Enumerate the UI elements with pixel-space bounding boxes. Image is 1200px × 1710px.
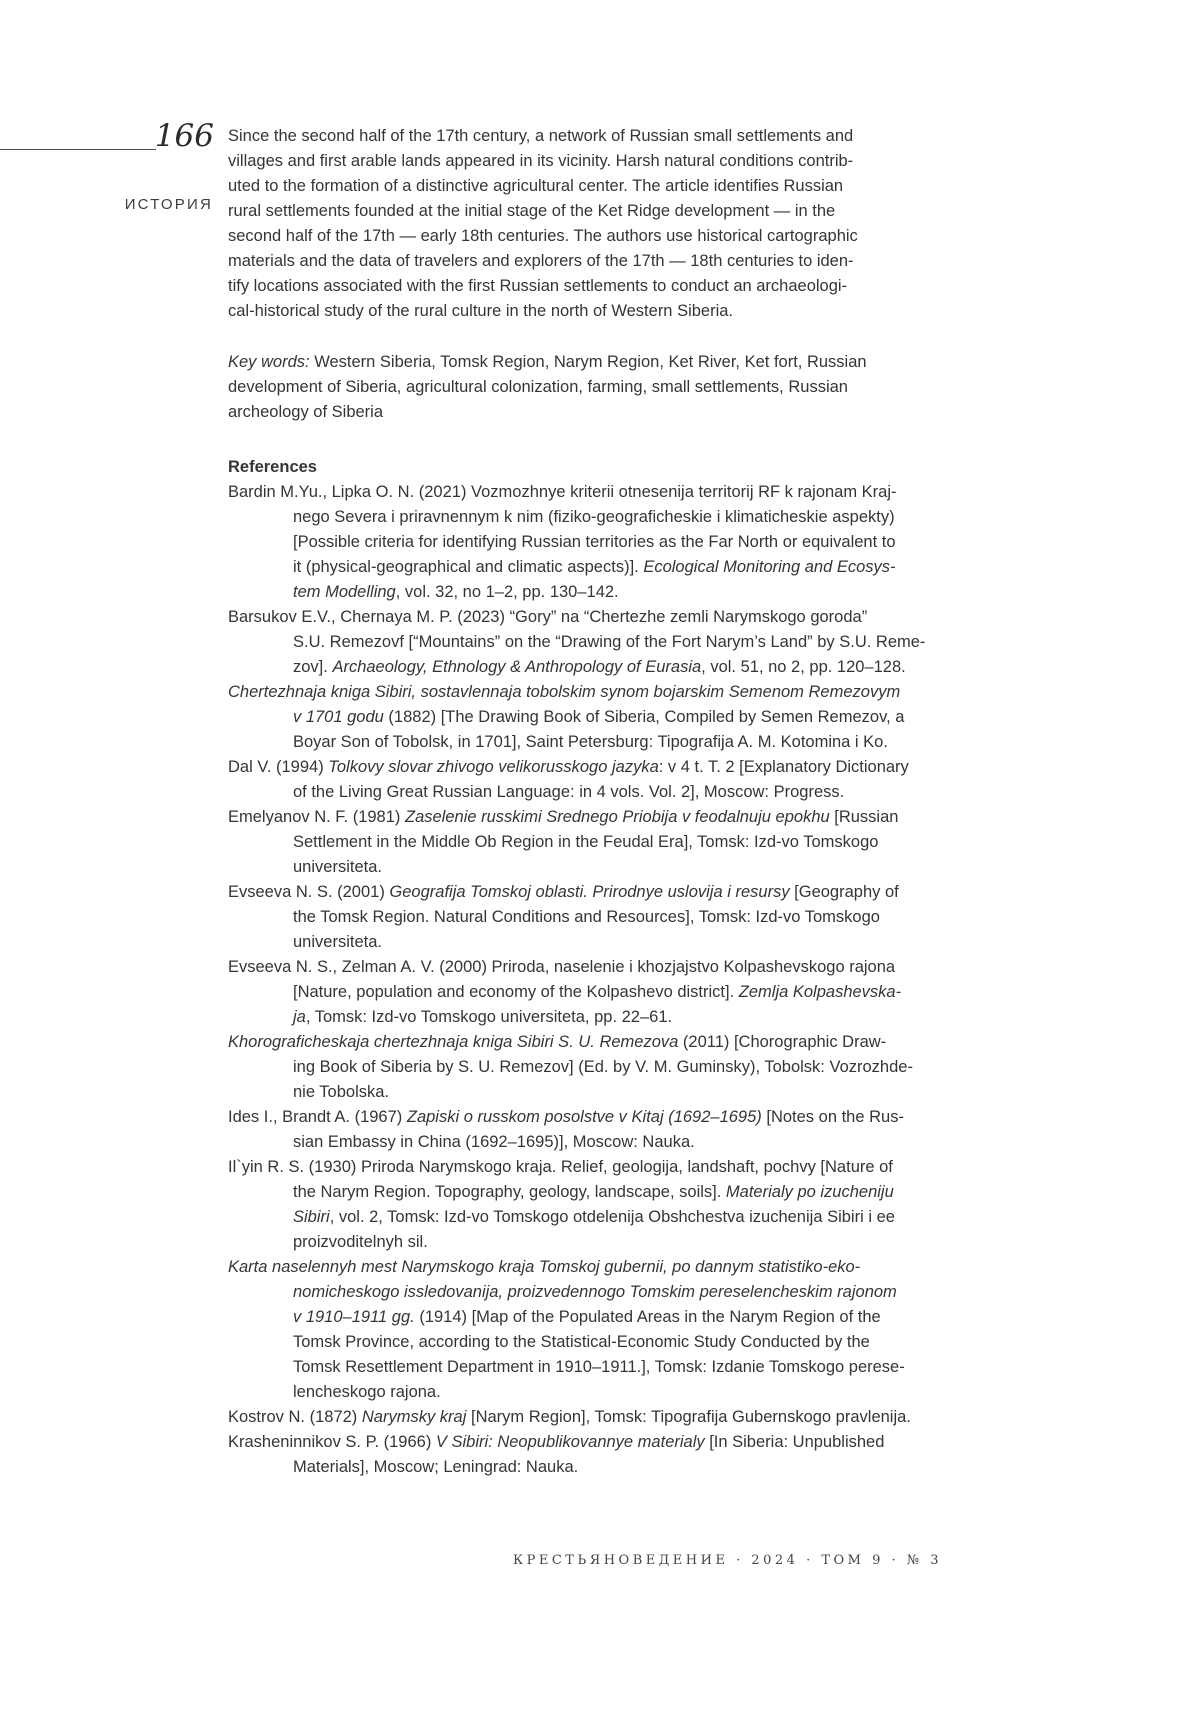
reference-line <box>228 855 944 880</box>
reference-line <box>228 1155 944 1180</box>
italic-text-segment: v 1701 godu <box>293 708 384 726</box>
reference-line <box>228 955 944 980</box>
text-segment: S.U. Remezovf [“Mountains” on the “Drawing of the Fort Narym’s Land” by S.U. Reme- <box>293 633 926 651</box>
text-segment: Bardin M.Yu., Lipka O. N. (2021) Vozmozhnye kriterii otnesenija territorij RF k rajonam Kraj- <box>228 483 897 501</box>
text-segment: , vol. 32, no 1–2, pp. 130–142. <box>395 583 619 601</box>
keywords-line <box>228 400 944 425</box>
text-segment: Il`yin R. S. (1930) Priroda Narymskogo kraja. Relief, geologija, landshaft, pochvy [Nature of <box>228 1158 893 1176</box>
text-segment: Tomsk Resettlement Department in 1910–1911.], Tomsk: Izdanie Tomskogo perese- <box>293 1358 905 1376</box>
italic-text-segment: Ecological Monitoring and Ecosys- <box>643 558 896 576</box>
italic-text-segment: ja <box>293 1008 306 1026</box>
keywords-line <box>228 350 944 375</box>
abstract-paragraph <box>228 124 944 324</box>
text-segment: (1914) [Map of the Populated Areas in the Narym Region of the <box>414 1308 881 1326</box>
reference-line <box>228 930 944 955</box>
text-segment: Tomsk Province, according to the Statistical-Economic Study Conducted by the <box>293 1333 870 1351</box>
text-segment: Emelyanov N. F. (1981) <box>228 808 405 826</box>
text-segment: ing Book of Siberia by S. U. Remezov] (Ed. by V. M. Guminsky), Tobolsk: Vozrozhde- <box>293 1058 913 1076</box>
text-segment: the Tomsk Region. Natural Conditions and Resources], Tomsk: Izd-vo Tomskogo <box>293 908 880 926</box>
abstract-line <box>228 249 944 274</box>
italic-text-segment: Sibiri <box>293 1208 330 1226</box>
keywords-paragraph <box>228 350 944 425</box>
reference-line <box>228 530 944 555</box>
italic-text-segment: nomicheskogo issledovanija, proizvedennogo Tomskim pereselencheskim rajonom <box>293 1283 897 1301</box>
text-segment: universiteta. <box>293 933 382 951</box>
reference-line <box>228 1080 944 1105</box>
reference-line <box>228 1455 944 1480</box>
page-number: 166 <box>154 118 214 154</box>
text-segment: uted to the formation of a distinctive agricultural center. The article identifies Russian <box>228 177 844 195</box>
references-list <box>228 480 944 1480</box>
text-segment: the Narym Region. Topography, geology, landscape, soils]. <box>293 1183 726 1201</box>
italic-text-segment: tem Modelling <box>293 583 396 601</box>
italic-text-segment: V Sibiri: Neopublikovannye materialy <box>435 1433 705 1451</box>
journal-footer: КРЕСТЬЯНОВЕДЕНИЕ · 2024 · ТОМ 9 · № 3 <box>513 1553 942 1568</box>
reference-line <box>228 505 944 530</box>
reference-line <box>228 730 944 755</box>
reference-entry <box>228 1105 944 1155</box>
text-segment: Materials], Moscow; Leningrad: Nauka. <box>293 1458 579 1476</box>
italic-text-segment: Materialy po izucheniju <box>725 1183 894 1201</box>
reference-line <box>228 1030 944 1055</box>
reference-line <box>228 630 944 655</box>
reference-line <box>228 1255 944 1280</box>
text-segment: Dal V. (1994) <box>228 758 329 776</box>
text-segment: , Tomsk: Izd-vo Tomskogo universiteta, pp. 22–61. <box>305 1008 673 1026</box>
text-segment: [Russian <box>829 808 899 826</box>
text-segment: (1882) [The Drawing Book of Siberia, Compiled by Semen Remezov, a <box>383 708 905 726</box>
reference-entry <box>228 680 944 755</box>
reference-entry <box>228 1255 944 1405</box>
reference-entry <box>228 805 944 880</box>
text-segment: Evseeva N. S., Zelman A. V. (2000) Priroda, naselenie i khozjajstvo Kolpashevskogo rajona <box>228 958 896 976</box>
text-segment: second half of the 17th — early 18th centuries. The authors use historical cartographic <box>228 227 858 245</box>
references-heading: References <box>228 458 317 476</box>
text-segment: sian Embassy in China (1692–1695)], Moscow: Nauka. <box>293 1133 695 1151</box>
text-segment: of the Living Great Russian Language: in 4 vols. Vol. 2], Moscow: Progress. <box>293 783 845 801</box>
section-label: ИСТОРИЯ <box>124 196 213 213</box>
text-segment: Boyar Son of Tobolsk, in 1701], Saint Petersburg: Tipografija A. M. Kotomina i Ko. <box>293 733 888 751</box>
reference-line <box>228 1180 944 1205</box>
reference-line <box>228 1205 944 1230</box>
reference-line <box>228 1305 944 1330</box>
reference-line <box>228 1405 944 1430</box>
reference-entry <box>228 955 944 1030</box>
reference-line <box>228 780 944 805</box>
text-segment: [Nature, population and economy of the Kolpashevo district]. <box>293 983 739 1001</box>
italic-text-segment: Narymsky kraj <box>361 1408 467 1426</box>
italic-text-segment: Chertezhnaja kniga Sibiri, sostavlennaja tobolskim synom bojarskim Semenom Remezovym <box>228 683 901 701</box>
text-segment: cal-historical study of the rural culture in the north of Western Siberia. <box>228 302 734 320</box>
text-segment: villages and first arable lands appeared in its vicinity. Harsh natural conditions contrib- <box>228 152 854 170</box>
reference-entry <box>228 755 944 805</box>
keywords-line <box>228 375 944 400</box>
abstract-line <box>228 174 944 199</box>
reference-entry <box>228 1030 944 1105</box>
text-segment: Kostrov N. (1872) <box>228 1408 362 1426</box>
text-segment: [In Siberia: Unpublished <box>704 1433 885 1451</box>
italic-text-segment: Zemlja Kolpashevska- <box>738 983 902 1001</box>
reference-line <box>228 805 944 830</box>
reference-entry <box>228 1430 944 1480</box>
text-column <box>228 124 944 1480</box>
italic-text-segment: Karta naselennyh mest Narymskogo kraja Tomskoj gubernii, po dannym statistiko-eko- <box>228 1258 861 1276</box>
text-segment: nie Tobolska. <box>293 1083 390 1101</box>
abstract-line <box>228 299 944 324</box>
reference-line <box>228 605 944 630</box>
abstract-line <box>228 199 944 224</box>
abstract-line <box>228 224 944 249</box>
italic-text-segment: Zaselenie russkimi Srednego Priobija v feodalnuju epokhu <box>405 808 830 826</box>
italic-text-segment: Zapiski o russkom posolstve v Kitaj (1692–1695) <box>406 1108 762 1126</box>
text-segment: Western Siberia, Tomsk Region, Narym Region, Ket River, Ket fort, Russian <box>309 353 867 371</box>
text-segment: [Notes on the Rus- <box>761 1108 904 1126</box>
reference-line <box>228 655 944 680</box>
text-segment: Since the second half of the 17th century, a network of Russian small settlements and <box>228 127 854 145</box>
reference-line <box>228 1280 944 1305</box>
reference-line <box>228 755 944 780</box>
reference-line <box>228 680 944 705</box>
text-segment: materials and the data of travelers and explorers of the 17th — 18th centuries to iden- <box>228 252 854 270</box>
reference-entry <box>228 480 944 605</box>
text-segment: : v 4 t. T. 2 [Explanatory Dictionary <box>658 758 909 776</box>
reference-line <box>228 480 944 505</box>
text-segment: (2011) [Chorographic Draw- <box>678 1033 887 1051</box>
reference-line <box>228 980 944 1005</box>
reference-line <box>228 880 944 905</box>
text-segment: proizvoditelnyh sil. <box>293 1233 428 1251</box>
reference-line <box>228 555 944 580</box>
italic-text-segment: Key words: <box>228 353 310 371</box>
reference-entry <box>228 880 944 955</box>
reference-line <box>228 905 944 930</box>
reference-line <box>228 705 944 730</box>
italic-text-segment: Tolkovy slovar zhivogo velikorusskogo jazyka <box>328 758 659 776</box>
abstract-line <box>228 274 944 299</box>
text-segment: [Possible criteria for identifying Russian territories as the Far North or equivalent to <box>293 533 896 551</box>
text-segment: [Geography of <box>789 883 899 901</box>
italic-text-segment: Archaeology, Ethnology & Anthropology of Eurasia <box>332 658 702 676</box>
text-segment: Evseeva N. S. (2001) <box>228 883 390 901</box>
text-segment: , vol. 51, no 2, pp. 120–128. <box>701 658 906 676</box>
italic-text-segment: Geografija Tomskoj oblasti. Prirodnye uslovija i resursy <box>389 883 790 901</box>
reference-line <box>228 580 944 605</box>
italic-text-segment: Khorograficheskaja chertezhnaja kniga Sibiri S. U. Remezova <box>228 1033 679 1051</box>
reference-line <box>228 1055 944 1080</box>
text-segment: Ides I., Brandt A. (1967) <box>228 1108 407 1126</box>
reference-line <box>228 1330 944 1355</box>
text-segment: Settlement in the Middle Ob Region in the Feudal Era], Tomsk: Izd-vo Tomskogo <box>293 833 879 851</box>
text-segment: Barsukov E.V., Chernaya M. P. (2023) “Gory” na “Chertezhe zemli Narymskogo goroda” <box>228 608 868 626</box>
reference-line <box>228 1355 944 1380</box>
reference-line <box>228 1005 944 1030</box>
text-segment: tify locations associated with the first Russian settlements to conduct an archaeologi- <box>228 277 848 295</box>
text-segment: archeology of Siberia <box>228 403 384 421</box>
text-segment: [Narym Region], Tomsk: Tipografija Gubernskogo pravlenija. <box>466 1408 911 1426</box>
reference-line <box>228 1430 944 1455</box>
italic-text-segment: v 1910–1911 gg. <box>293 1308 415 1326</box>
abstract-line <box>228 124 944 149</box>
reference-line <box>228 1105 944 1130</box>
text-segment: Krasheninnikov S. P. (1966) <box>228 1433 436 1451</box>
text-segment: rural settlements founded at the initial stage of the Ket Ridge development — in the <box>228 202 836 220</box>
reference-line <box>228 1130 944 1155</box>
text-segment: development of Siberia, agricultural colonization, farming, small settlements, Russian <box>228 378 848 396</box>
text-segment: nego Severa i priravnennym k nim (fiziko-geograficheskie i klimaticheskie aspekty) <box>293 508 895 526</box>
text-segment: zov]. <box>293 658 333 676</box>
reference-line <box>228 1380 944 1405</box>
text-segment: , vol. 2, Tomsk: Izd-vo Tomskogo otdelenija Obshchestva izuchenija Sibiri i ee <box>329 1208 895 1226</box>
text-segment: lencheskogo rajona. <box>293 1383 441 1401</box>
reference-line <box>228 1230 944 1255</box>
reference-entry <box>228 605 944 680</box>
reference-entry <box>228 1405 944 1430</box>
text-segment: universiteta. <box>293 858 382 876</box>
text-segment: it (physical-geographical and climatic aspects)]. <box>293 558 644 576</box>
reference-line <box>228 830 944 855</box>
abstract-line <box>228 149 944 174</box>
reference-entry <box>228 1155 944 1255</box>
